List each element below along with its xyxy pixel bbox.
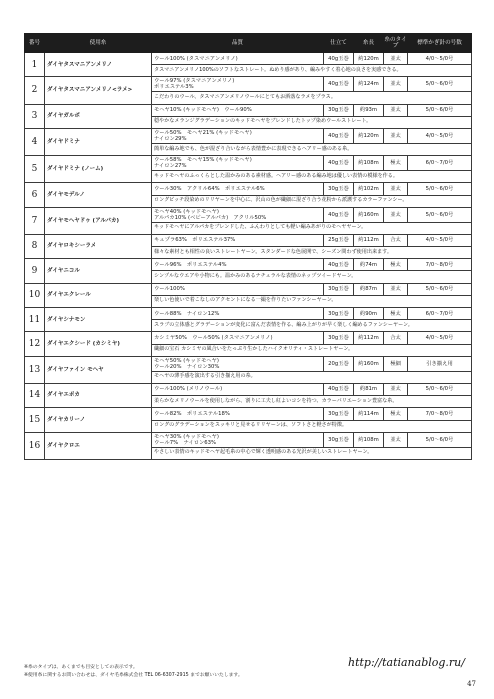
yarn-name: ダイヤドミナ: [45, 128, 152, 155]
header-type: 糸のタイプ: [384, 34, 408, 53]
row-number: 4: [25, 128, 45, 155]
needle-size: 5/0〜6/0号: [408, 207, 472, 222]
yarn-description: ロングピッチ段染めのリリヤーンを中心に、沢山の色が繊細に混ざり合う花粉から派護するカラーファンシー。: [152, 195, 472, 207]
put-up: 40g玉巻: [324, 77, 354, 92]
material-composition: モヘヤ30% (キッドモヘヤ) ウール7% ナイロン63%: [152, 432, 324, 447]
needle-size: 5/0〜6/0号: [408, 383, 472, 395]
table-row: [25, 183, 472, 195]
put-up: 40g玉巻: [324, 156, 354, 171]
material-composition: キュプラ63% ポリエステル37%: [152, 234, 324, 246]
yarn-name: ダイヤエクレール: [45, 283, 152, 307]
table-body: [25, 53, 472, 460]
material-composition: ウール82% ポリエステル18%: [152, 408, 324, 420]
material-composition: ウール58% モヘヤ15% (キッドモヘヤ) ナイロン27%: [152, 156, 324, 171]
row-number: 1: [25, 53, 45, 77]
yarn-type: 極太: [384, 259, 408, 271]
row-number: 10: [25, 283, 45, 307]
yarn-length: 約160m: [354, 356, 384, 371]
header-material: 品質: [152, 34, 324, 53]
material-composition: ウール97% (タスマニアンメリノ) ポリエステル3%: [152, 77, 324, 92]
yarn-description: 繊細の宝石 カシミヤの風合いをたっぷり生かしたハイクオリティ・ストレートヤーン。: [152, 344, 472, 356]
yarn-description: 柔らかなメリノウールを使用しながら、割りに工夫し紅よいコシを持つ、カラーバリエーション豊富な糸。: [152, 396, 472, 408]
header-put-up: 仕立て: [324, 34, 354, 53]
yarn-description: タスマニアンメリノ100%のソフトなストレート。ぬめり感があり、編みやすく着心地の良さを実感できる。: [152, 65, 472, 77]
footnote-contact: ※使用糸に関するお問い合わせは、ダイヤ毛糸株式会社 TEL 06-6307-2915 までお願いいたします。: [24, 673, 243, 678]
table-row: [25, 234, 472, 246]
yarn-description: シンプルなウエアや小物にも。温かみのあるナチュラルな表情のネップツイードヤーン。: [152, 271, 472, 283]
yarn-name: ダイヤタスマニアンメリノ<ラメ>: [45, 77, 152, 104]
footnote-type: ※糸のタイプは、あくまでも目安としての表示です。: [24, 665, 138, 670]
yarn-spec-table-container: [24, 33, 471, 460]
yarn-spec-table: [24, 33, 472, 460]
needle-size: 6/0〜7/0号: [408, 156, 472, 171]
put-up: 40g玉巻: [324, 383, 354, 395]
yarn-type: 並太: [384, 77, 408, 92]
yarn-description: 簡単な編み地でも、色が混ざり合いながら表情豊かに表現できるヘアリー感のある糸。: [152, 143, 472, 155]
yarn-length: 約112m: [354, 234, 384, 246]
table-row: [25, 77, 472, 92]
material-composition: モヘヤ40% (キッドモヘヤ) アルパカ10% (ベビーアルパカ) アクリル50%: [152, 207, 324, 222]
yarn-type: 並太: [384, 53, 408, 65]
row-number: 12: [25, 332, 45, 356]
table-row: [25, 383, 472, 395]
yarn-length: 約93m: [354, 104, 384, 116]
watermark-url: http://tatianablog.ru/: [348, 656, 465, 669]
yarn-length: 約114m: [354, 408, 384, 420]
put-up: 30g玉巻: [324, 408, 354, 420]
yarn-length: 約124m: [354, 77, 384, 92]
table-row: [25, 128, 472, 143]
yarn-description: モヘヤの薄手感を演出する引き揃え用の糸。: [152, 371, 472, 383]
row-number: 3: [25, 104, 45, 128]
yarn-type: 極太: [384, 408, 408, 420]
row-number: 13: [25, 356, 45, 383]
material-composition: モヘヤ50% (キッドモヘヤ) ウール20% ナイロン30%: [152, 356, 324, 371]
row-number: 11: [25, 308, 45, 332]
yarn-description: 穏やかなメランジグラデーションのキッドモヘヤをブレンドしたトップ染めウールストレート。: [152, 116, 472, 128]
put-up: 20g玉巻: [324, 356, 354, 371]
needle-size: 4/0〜5/0号: [408, 234, 472, 246]
yarn-length: 約160m: [354, 207, 384, 222]
needle-size: 7/0〜8/0号: [408, 259, 472, 271]
yarn-length: 約74m: [354, 259, 384, 271]
row-number: 9: [25, 259, 45, 283]
material-composition: モヘヤ10% (キッドモヘヤ) ウール90%: [152, 104, 324, 116]
needle-size: 6/0〜7/0号: [408, 308, 472, 320]
put-up: 30g玉巻: [324, 183, 354, 195]
row-number: 2: [25, 77, 45, 104]
material-composition: ウール100%: [152, 283, 324, 295]
yarn-type: 並太: [384, 383, 408, 395]
yarn-description: キッドモヘヤのふっくらとした温かみのある素材感。ヘアリー感のある編み地は優しい表情の模様を作る。: [152, 171, 472, 183]
yarn-type: 並太: [384, 283, 408, 295]
needle-size: 引き揃え用: [408, 356, 472, 371]
needle-size: 5/0〜6/0号: [408, 183, 472, 195]
table-row: [25, 408, 472, 420]
yarn-description: 楽しい色使いで着こなしのアクセントになる一撮を作りたいファンシーヤーン。: [152, 295, 472, 307]
row-number: 7: [25, 207, 45, 234]
yarn-name: ダイヤタスマニアンメリノ: [45, 53, 152, 77]
yarn-name: ダイヤモヘヤドゥ (アルパカ): [45, 207, 152, 234]
footnotes: [24, 664, 243, 680]
yarn-name: ダイヤカリーノ: [45, 408, 152, 432]
row-number: 5: [25, 156, 45, 183]
header-yarn-name: 使用糸: [45, 34, 152, 53]
material-composition: ウール88% ナイロン12%: [152, 308, 324, 320]
table-row: [25, 332, 472, 344]
material-composition: カシミヤ50% ウール50% (タスマニアンメリノ): [152, 332, 324, 344]
put-up: 40g玉巻: [324, 128, 354, 143]
yarn-name: ダイヤエポカ: [45, 383, 152, 407]
table-row: [25, 432, 472, 447]
yarn-name: ダイヤドミナ (ノーム): [45, 156, 152, 183]
yarn-type: 並太: [384, 183, 408, 195]
put-up: 30g玉巻: [324, 432, 354, 447]
yarn-description: やさしい表情のキッドモヘヤ起毛糸の中心で輝く透明感のある光沢が美しいストレートヤーン。: [152, 447, 472, 459]
put-up: 40g玉巻: [324, 259, 354, 271]
needle-size: 4/0〜5/0号: [408, 332, 472, 344]
table-row: [25, 259, 472, 271]
table-row: [25, 156, 472, 171]
page-number: 47: [467, 680, 476, 688]
yarn-name: ダイヤニコル: [45, 259, 152, 283]
needle-size: 4/0〜5/0号: [408, 53, 472, 65]
material-composition: ウール100% (メリノウール): [152, 383, 324, 395]
row-number: 16: [25, 432, 45, 459]
row-number: 15: [25, 408, 45, 432]
table-row: [25, 207, 472, 222]
yarn-type: 並太: [384, 104, 408, 116]
yarn-length: 約120m: [354, 53, 384, 65]
yarn-type: 極太: [384, 308, 408, 320]
needle-size: 5/0〜6/0号: [408, 432, 472, 447]
needle-size: 4/0〜5/0号: [408, 128, 472, 143]
needle-size: 5/0〜6/0号: [408, 283, 472, 295]
yarn-length: 約102m: [354, 183, 384, 195]
table-row: [25, 283, 472, 295]
yarn-name: ダイヤクロエ: [45, 432, 152, 459]
yarn-description: こだわりのウール、タスマニアンメリノウールにとてもお洒落なラメをプラス。: [152, 92, 472, 104]
header-needle: 標準かぎ針の号数: [408, 34, 472, 53]
table-header-row: [25, 34, 472, 53]
material-composition: ウール30% アクリル64% ポリエステル6%: [152, 183, 324, 195]
needle-size: 5/0〜6/0号: [408, 77, 472, 92]
yarn-name: ダイヤシナモン: [45, 308, 152, 332]
yarn-name: ダイヤモデルノ: [45, 183, 152, 207]
yarn-type: 合太: [384, 234, 408, 246]
yarn-length: 約120m: [354, 128, 384, 143]
row-number: 14: [25, 383, 45, 407]
needle-size: 7/0〜8/0号: [408, 408, 472, 420]
needle-size: 5/0〜6/0号: [408, 104, 472, 116]
yarn-length: 約108m: [354, 432, 384, 447]
material-composition: ウール96% ポリエステル4%: [152, 259, 324, 271]
yarn-name: ダイヤロキシーラメ: [45, 234, 152, 258]
yarn-length: 約112m: [354, 332, 384, 344]
yarn-description: キッドモヘヤにアルパカをブレンドした、ふんわりとしても軽い編みあがりのモヘヤヤーン。: [152, 222, 472, 234]
yarn-type: 極細: [384, 356, 408, 371]
material-composition: ウール50% モヘヤ21% (キッドモヘヤ) ナイロン29%: [152, 128, 324, 143]
yarn-description: 様々な素材とも相性の良いストレートヤーン。スタンダードな色展開で、シーズン問わず使用出来ます。: [152, 247, 472, 259]
yarn-length: 約81m: [354, 383, 384, 395]
yarn-description: ロングのグラデーションをスッキリと見せるリリヤーンは、ソフトさと軽さが特徴。: [152, 420, 472, 432]
yarn-length: 約90m: [354, 308, 384, 320]
yarn-type: 合太: [384, 332, 408, 344]
put-up: 30g玉巻: [324, 332, 354, 344]
yarn-length: 約87m: [354, 283, 384, 295]
table-row: [25, 53, 472, 65]
yarn-name: ダイヤエクシード (カシミヤ): [45, 332, 152, 356]
put-up: 30g玉巻: [324, 283, 354, 295]
put-up: 30g玉巻: [324, 104, 354, 116]
table-row: [25, 356, 472, 371]
put-up: 25g玉巻: [324, 234, 354, 246]
yarn-type: 極太: [384, 156, 408, 171]
header-length: 糸長: [354, 34, 384, 53]
table-row: [25, 308, 472, 320]
yarn-type: 並太: [384, 128, 408, 143]
material-composition: ウール100% (タスマニアンメリノ): [152, 53, 324, 65]
put-up: 40g玉巻: [324, 207, 354, 222]
table-row: [25, 104, 472, 116]
yarn-type: 並太: [384, 432, 408, 447]
row-number: 8: [25, 234, 45, 258]
yarn-name: ダイヤファイン モヘヤ: [45, 356, 152, 383]
yarn-name: ダイヤガルボ: [45, 104, 152, 128]
yarn-description: スラブの立体感とグラデーションが変化に富んだ表情を作る、編み上がりが早く楽しく編めるファンシーヤーン。: [152, 320, 472, 332]
row-number: 6: [25, 183, 45, 207]
put-up: 30g玉巻: [324, 308, 354, 320]
put-up: 40g玉巻: [324, 53, 354, 65]
yarn-length: 約108m: [354, 156, 384, 171]
header-no: 番号: [25, 34, 45, 53]
yarn-type: 並太: [384, 207, 408, 222]
